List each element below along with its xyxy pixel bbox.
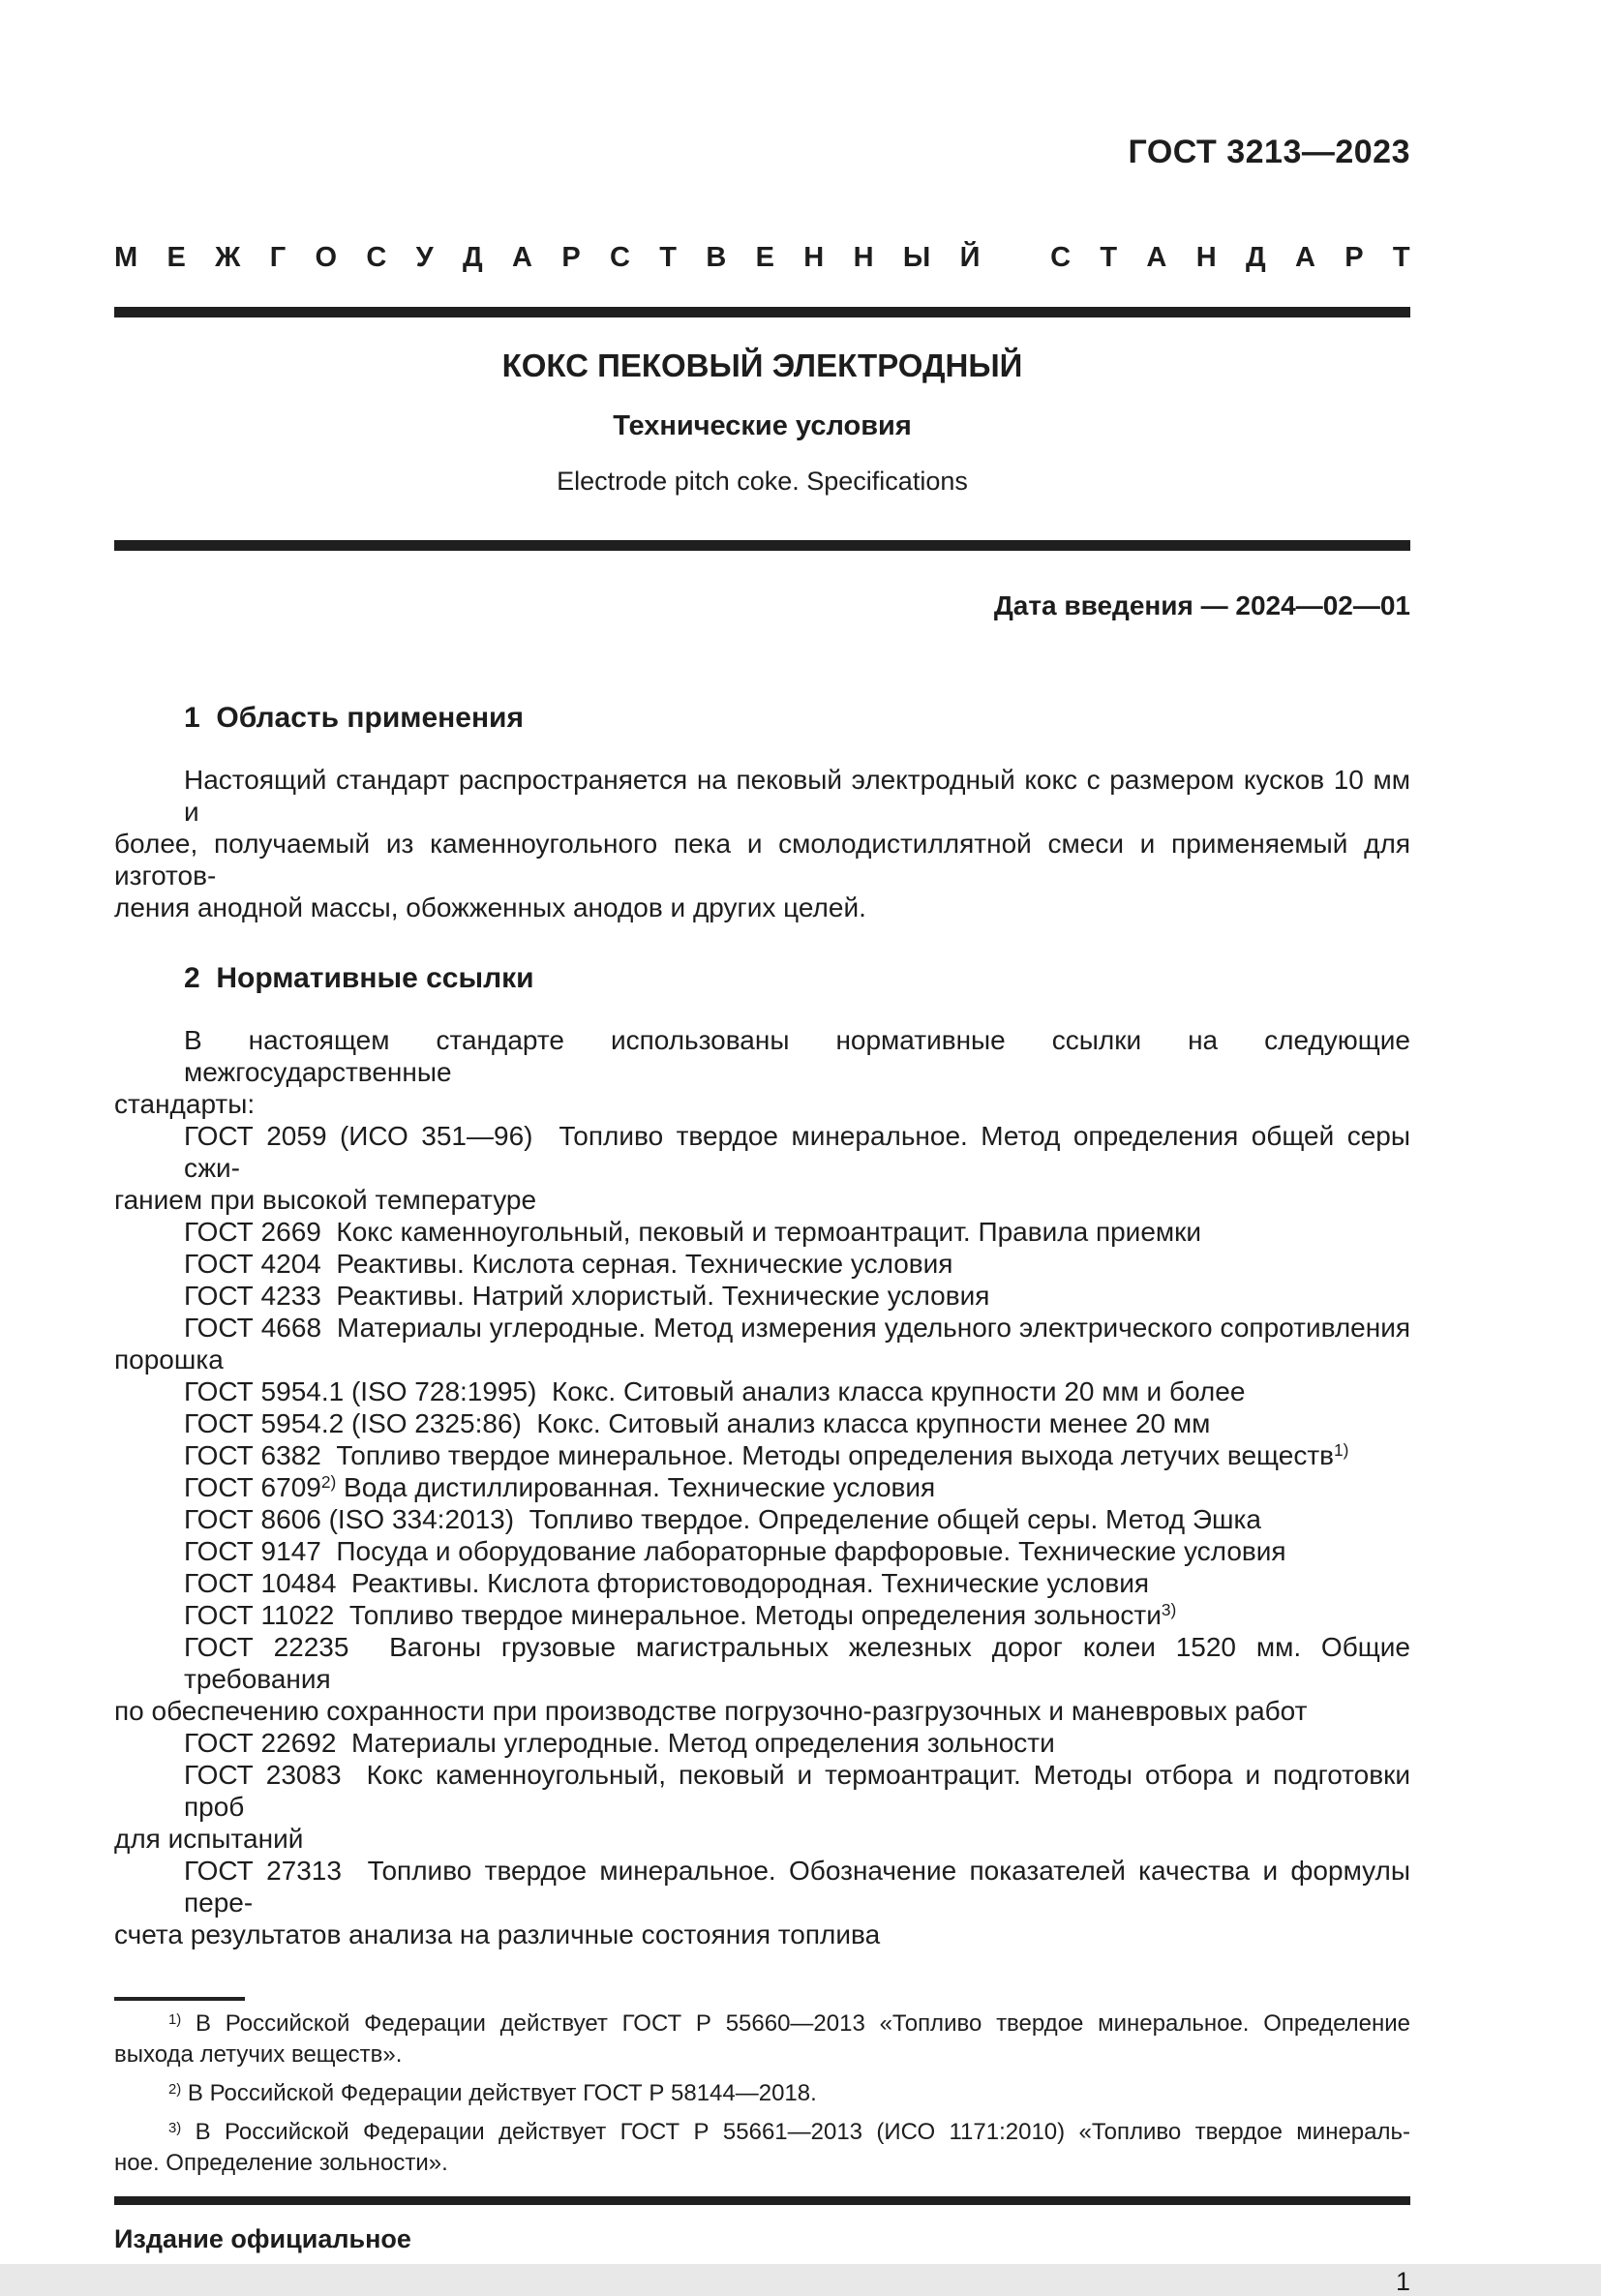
section-heading: 2 Нормативные ссылки <box>184 962 534 994</box>
footer-rule <box>114 2196 1410 2205</box>
footnote <box>114 2117 1410 2179</box>
banner-letter: Г <box>269 242 287 273</box>
footnotes <box>114 2009 1410 2179</box>
paragraph <box>114 764 1410 923</box>
text-line: ное. Определение зольности». <box>114 2150 448 2176</box>
text-line: ГОСТ 8606 (ISO 334:2013) Топливо твердое. Определение общей серы. Метод Эшка <box>184 1504 1261 1534</box>
banner-letter: Й <box>959 242 981 273</box>
document-title-english: Electrode pitch coke. Specifications <box>557 467 968 496</box>
banner-letter: А <box>1294 242 1315 273</box>
banner-letter: Н <box>803 242 825 273</box>
footnote <box>114 2009 1410 2070</box>
banner-letter: О <box>315 242 338 273</box>
banner-letter: Т <box>1392 242 1410 273</box>
banner-letter: Д <box>1245 242 1266 273</box>
reference-item <box>114 1280 1410 1312</box>
banner-letter: Е <box>166 242 186 273</box>
reference-item <box>114 1439 1410 1471</box>
reference-item <box>114 1503 1410 1535</box>
banner-letter: С <box>1050 242 1072 273</box>
reference-item <box>114 1216 1410 1248</box>
text-line: ГОСТ 5954.1 (ISO 728:1995) Кокс. Ситовый анализ класса крупности 20 мм и более <box>184 1376 1246 1406</box>
banner-letter: Н <box>853 242 874 273</box>
banner-letter: М <box>114 242 138 273</box>
text-line: $^{2)}$ В Российской Федерации действует ГОСТ Р 58144—2018. <box>168 2080 817 2106</box>
text-line: более, получаемый из каменноугольного пека и смолодистиллятной смеси и применяемый для изготов- <box>114 829 1410 891</box>
text-line: стандарты: <box>114 1089 256 1119</box>
text-line: $^{3)}$ В Российской Федерации действует ГОСТ Р 55661—2013 (ИСО 1171:2010) «Топливо твердое минераль- <box>168 2119 1410 2145</box>
text-line: $^{1)}$ В Российской Федерации действует ГОСТ Р 55660—2013 «Топливо твердое минеральное. Определение <box>168 2010 1410 2037</box>
text-line: по обеспечению сохранности при производстве погрузочно-разгрузочных и маневровых работ <box>114 1696 1308 1726</box>
banner-letter: У <box>415 242 434 273</box>
text-line: счета результатов анализа на различные состояния топлива <box>114 1919 881 1949</box>
effective-date: Дата введения — 2024—02—01 <box>993 590 1410 620</box>
text-line: для испытаний <box>114 1824 304 1854</box>
text-line: ГОСТ 10484 Реактивы. Кислота фтористоводородная. Технические условия <box>184 1568 1149 1598</box>
banner-letter: С <box>610 242 630 273</box>
text-line: ГОСТ 9147 Посуда и оборудование лабораторные фарфоровые. Технические условия <box>184 1536 1286 1566</box>
header-rule <box>114 307 1410 317</box>
reference-item <box>114 1855 1410 1950</box>
banner-letter: Ы <box>902 242 931 273</box>
text-line: ГОСТ 6382 Топливо твердое минеральное. Методы определения выхода летучих веществ$^{1)}$ <box>184 1440 1349 1470</box>
reference-item <box>114 1248 1410 1280</box>
standard-type-banner <box>114 241 1410 274</box>
document-body <box>114 702 1410 1950</box>
banner-letter: В <box>706 242 727 273</box>
reference-item <box>114 1375 1410 1407</box>
title-rule <box>114 540 1410 551</box>
text-line: ГОСТ 4668 Материалы углеродные. Метод измерения удельного электрического сопротивления <box>184 1313 1410 1343</box>
text-line: В настоящем стандарте использованы нормативные ссылки на следующие межгосударственные <box>184 1025 1410 1087</box>
text-line: ГОСТ 6709$^{2)}$ Вода дистиллированная. Технические условия <box>184 1472 936 1502</box>
banner-letter: А <box>512 242 532 273</box>
banner-letter: Р <box>1344 242 1364 273</box>
text-line: ГОСТ 27313 Топливо твердое минеральное. Обозначение показателей качества и формулы пере- <box>184 1856 1410 1918</box>
reference-item <box>114 1759 1410 1855</box>
footnote <box>114 2078 1410 2109</box>
text-line: порошка <box>114 1344 224 1375</box>
text-line: ГОСТ 4204 Реактивы. Кислота серная. Технические условия <box>184 1249 953 1279</box>
text-line: ГОСТ 5954.2 (ISO 2325:86) Кокс. Ситовый анализ класса крупности менее 20 мм <box>184 1408 1211 1438</box>
section-heading: 1 Область применения <box>184 702 525 734</box>
text-line: ГОСТ 2669 Кокс каменноугольный, пековый и термоантрацит. Правила приемки <box>184 1217 1202 1247</box>
reference-item <box>114 1727 1410 1759</box>
text-line: выхода летучих веществ». <box>114 2041 403 2068</box>
banner-letter: С <box>366 242 387 273</box>
text-line: ления анодной массы, обожженных анодов и других целей. <box>114 892 866 922</box>
text-line: ганием при высокой температуре <box>114 1185 537 1215</box>
reference-item <box>114 1631 1410 1727</box>
edition-note: Издание официальное <box>114 2224 411 2253</box>
reference-item <box>114 1407 1410 1439</box>
banner-letter: Д <box>463 242 483 273</box>
page-number: 1 <box>1395 2267 1410 2296</box>
text-line: ГОСТ 4233 Реактивы. Натрий хлористый. Технические условия <box>184 1281 990 1311</box>
banner-space <box>1010 241 1021 274</box>
document-code: ГОСТ 3213—2023 <box>1128 134 1410 170</box>
reference-item <box>114 1599 1410 1631</box>
banner-letter: А <box>1146 242 1167 273</box>
banner-letter: Т <box>1100 242 1118 273</box>
reference-item <box>114 1312 1410 1375</box>
banner-letter: Ж <box>215 242 241 273</box>
banner-letter: Е <box>755 242 774 273</box>
banner-letter: Н <box>1195 242 1217 273</box>
paragraph <box>114 1024 1410 1120</box>
text-line: ГОСТ 23083 Кокс каменноугольный, пековый и термоантрацит. Методы отбора и подготовки проб <box>184 1760 1410 1822</box>
document-title: КОКС ПЕКОВЫЙ ЭЛЕКТРОДНЫЙ <box>501 347 1023 383</box>
banner-letter: Р <box>561 242 581 273</box>
footnote-separator <box>114 1997 245 2001</box>
text-line: ГОСТ 2059 (ИСО 351—96) Топливо твердое минеральное. Метод определения общей серы сжи- <box>184 1121 1410 1183</box>
reference-item <box>114 1535 1410 1567</box>
text-line: ГОСТ 22235 Вагоны грузовые магистральных железных дорог колеи 1520 мм. Общие требования <box>184 1632 1410 1694</box>
reference-item <box>114 1471 1410 1503</box>
text-line: Настоящий стандарт распространяется на пековый электродный кокс с размером кусков 10 мм и <box>184 765 1410 827</box>
banner-letter: Т <box>659 242 677 273</box>
reference-item <box>114 1120 1410 1216</box>
text-line: ГОСТ 22692 Материалы углеродные. Метод определения зольности <box>184 1728 1055 1758</box>
text-line: ГОСТ 11022 Топливо твердое минеральное. Методы определения зольности$^{3)}$ <box>184 1600 1177 1630</box>
reference-item <box>114 1567 1410 1599</box>
document-subtitle: Технические условия <box>613 410 912 441</box>
